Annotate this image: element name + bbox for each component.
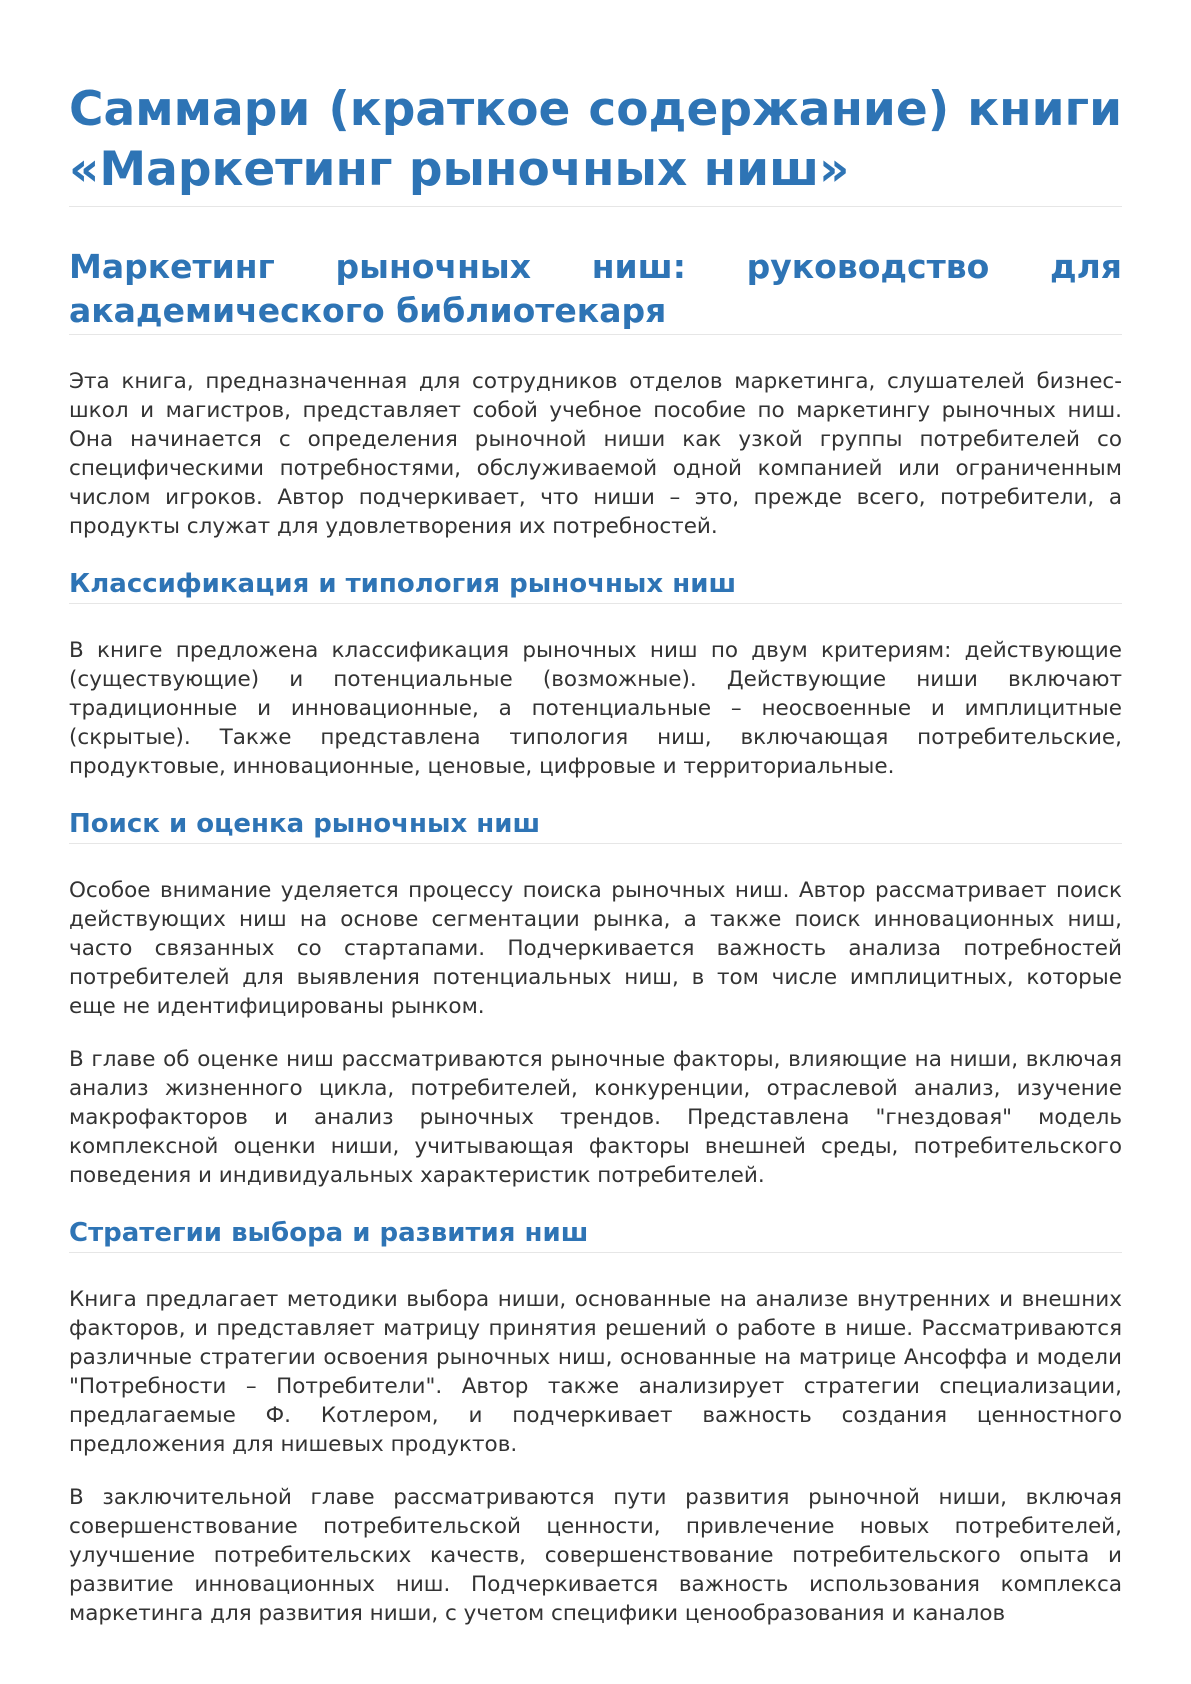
section-paragraph: Книга предлагает методики выбора ниши, основанные на анализе внутренних и внешних факторов, и представляет матрицу принятия решений о работе в нише. Рассматриваются различные стратегии освоения рыночных ниш, основанные на матрице Ансоффа и модели "Потребности – Потребители". Автор также анализирует стратегии специализации, предлагаемые Ф. Котлером, и подчеркивает важность создания ценностного предложения для нишевых продуктов.: [69, 1287, 1122, 1457]
section-paragraph: В книге предложена классификация рыночных ниш по двум критериям: действующие (существующие) и потенциальные (возможные). Действующие ниши включают традиционные и инновационные, а потенциальные – неосвоенные и имплицитные (скрытые). Также представлена типология ниш, включающая потребительские, продуктовые, инновационные, ценовые, цифровые и территориальные.: [69, 638, 1122, 779]
intro-paragraph: Эта книга, предназначенная для сотрудников отделов маркетинга, слушателей бизнес-школ и магистров, представляет собой учебное пособие по маркетингу рыночных ниш. Она начинается с определения рыночной ниши как узкой группы потребителей со специфическими потребностями, обслуживаемой одной компанией или ограниченным числом игроков. Автор подчеркивает, что ниши – это, прежде всего, потребители, а продукты служат для удовлетворения их потребностей.: [69, 369, 1122, 539]
section-paragraph: В главе об оценке ниш рассматриваются рыночные факторы, влияющие на ниши, включая анализ жизненного цикла, потребителей, конкуренции, отраслевой анализ, изучение макрофакторов и анализ рыночных трендов. Представлена "гнездовая" модель комплексной оценки ниши, учитывающая факторы внешней среды, потребительского поведения и индивидуальных характеристик потребителей.: [69, 1047, 1122, 1188]
section-heading-classification: Классификация и типология рыночных ниш: [69, 567, 1122, 604]
section-heading-strategies: Стратегии выбора и развития ниш: [69, 1216, 1122, 1253]
section-paragraph: Особое внимание уделяется процессу поиска рыночных ниш. Автор рассматривает поиск действующих ниш на основе сегментации рынка, а также поиск инновационных ниш, часто связанных со стартапами. Подчеркивается важность анализа потребностей потребителей для выявления потенциальных ниш, в том числе имплицитных, которые еще не идентифицированы рынком.: [69, 878, 1122, 1019]
document-title: Саммари (краткое содержание) книги «Маркетинг рыночных ниш»: [69, 80, 1122, 207]
document-page: [69, 80, 1122, 1628]
section-heading-search: Поиск и оценка рыночных ниш: [69, 807, 1122, 844]
section-paragraph: В заключительной главе рассматриваются пути развития рыночной ниши, включая совершенствование потребительской ценности, привлечение новых потребителей, улучшение потребительских качеств, совершенствование потребительского опыта и развитие инновационных ниш. Подчеркивается важность использования комплекса маркетинга для развития ниши, с учетом специфики ценообразования и каналов: [69, 1485, 1122, 1626]
document-subtitle: Маркетинг рыночных ниш: руководство для академического библиотекаря: [69, 245, 1122, 335]
